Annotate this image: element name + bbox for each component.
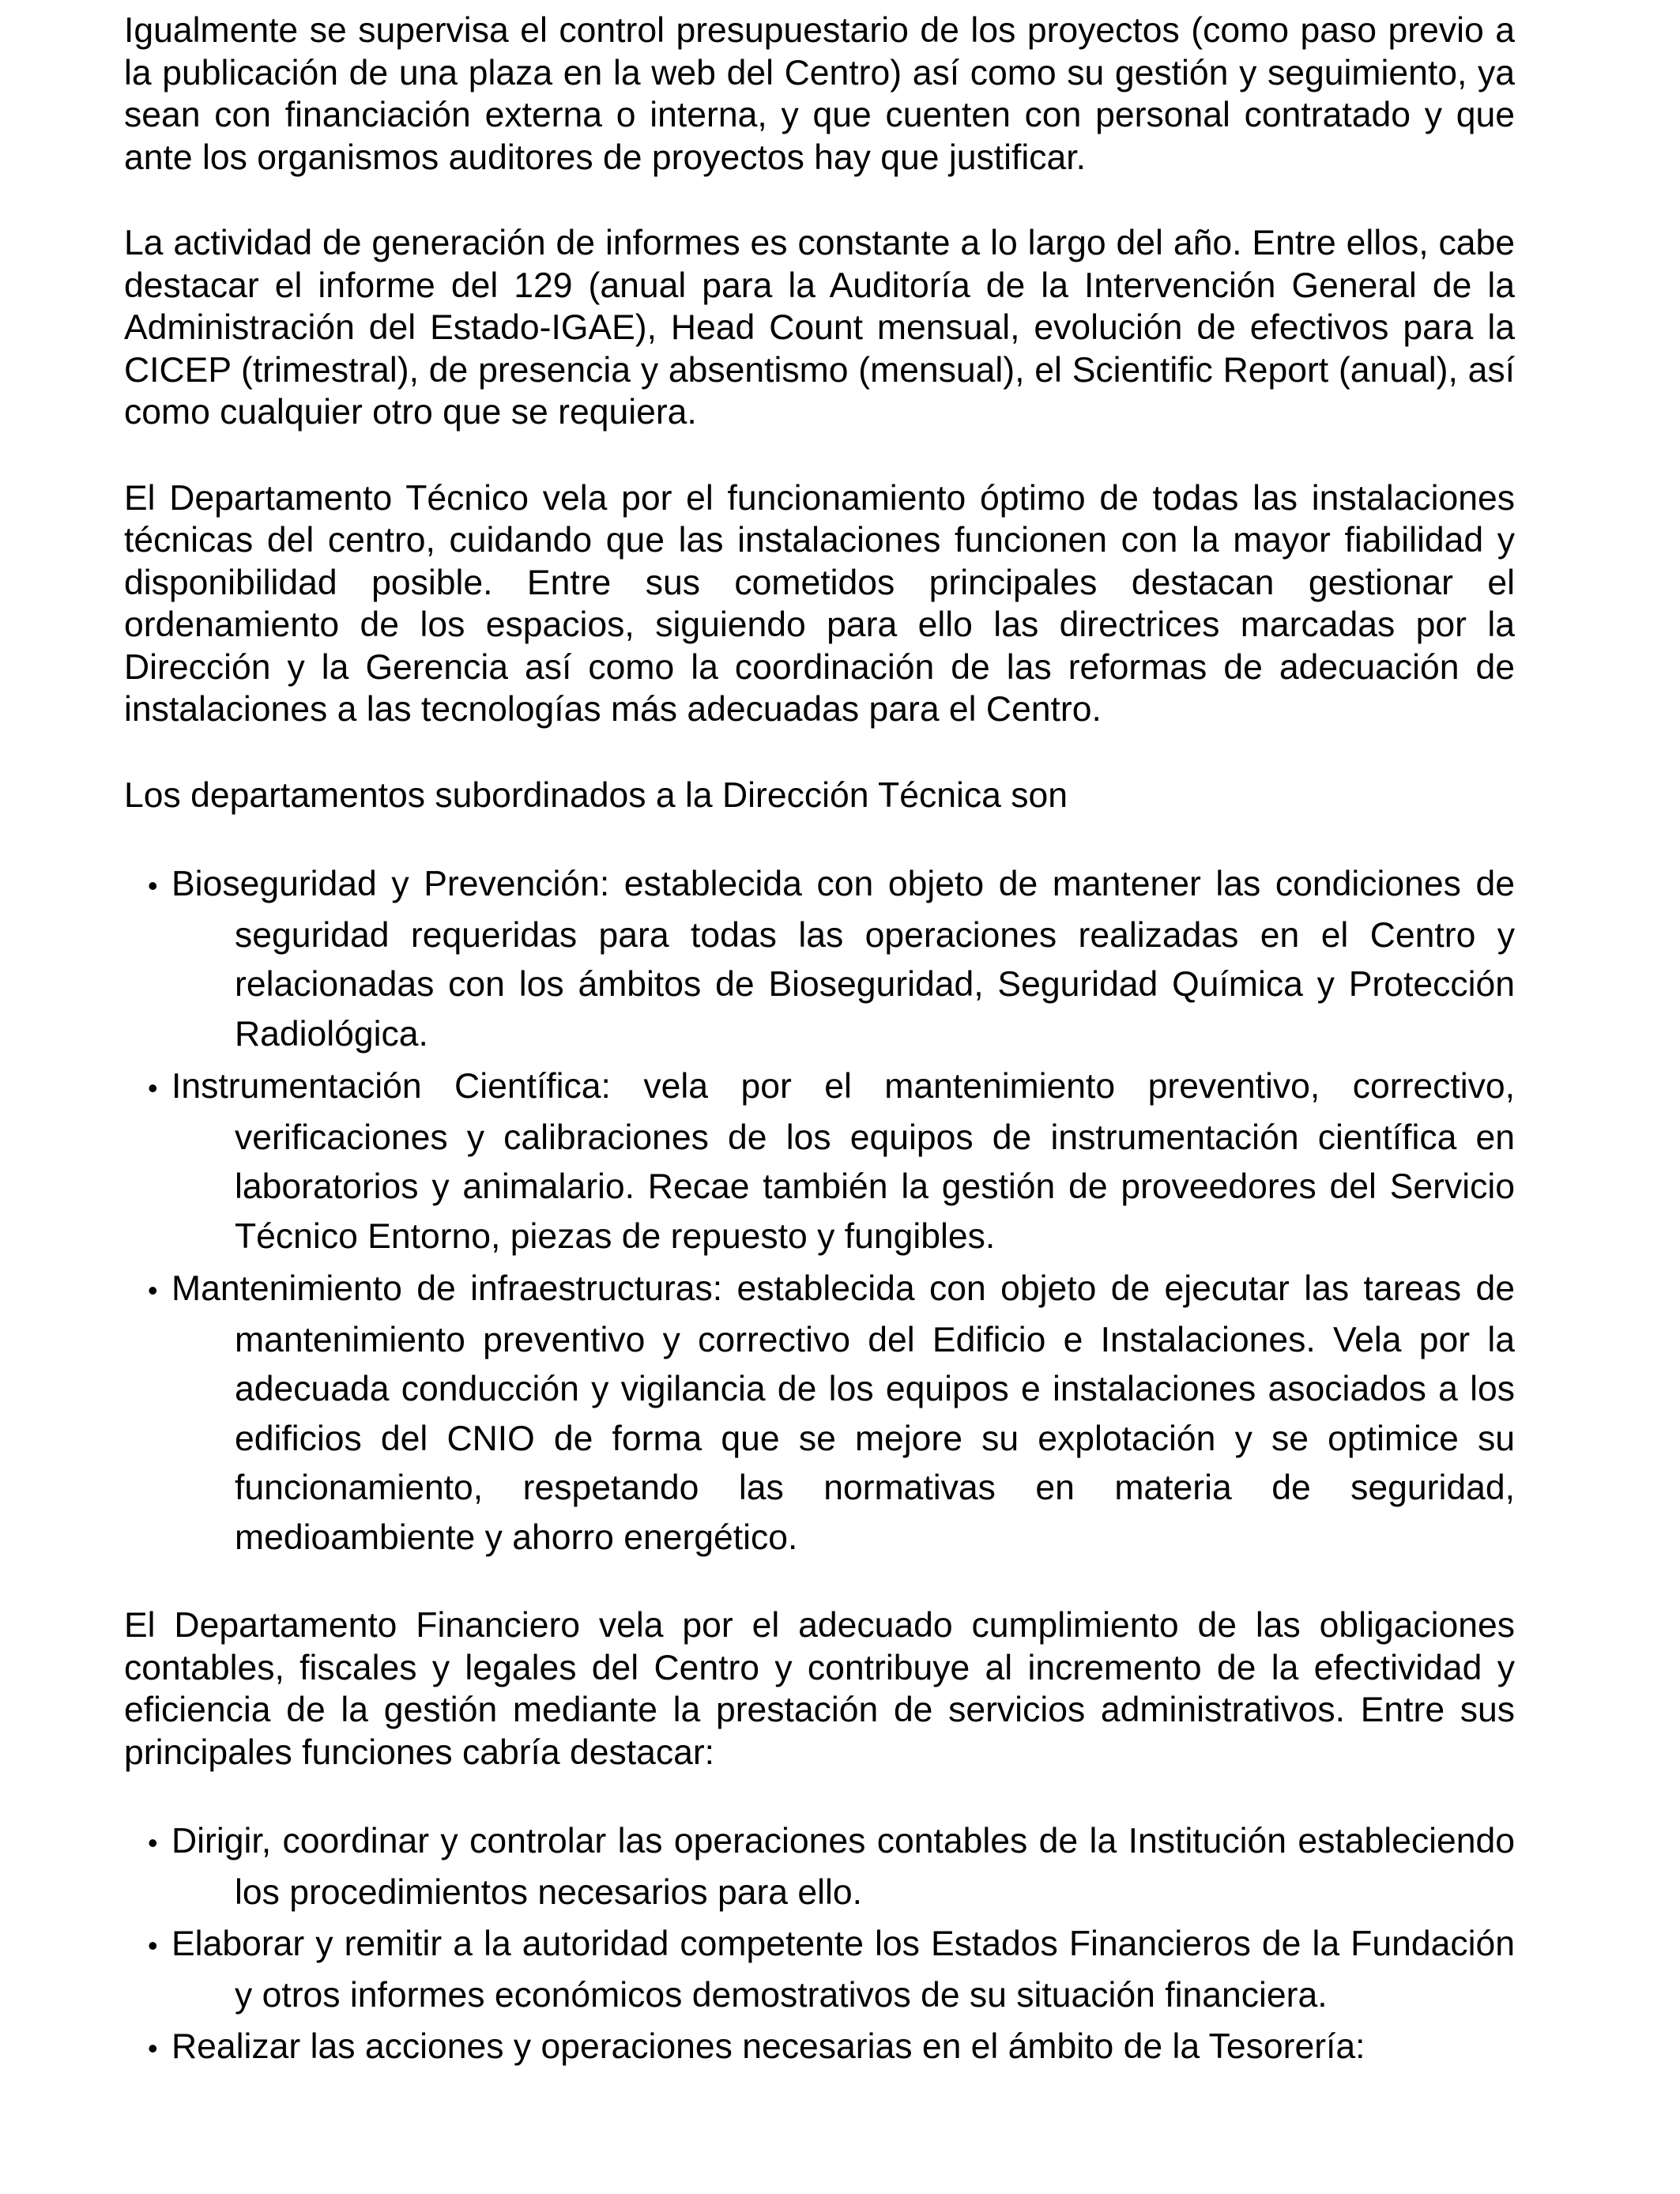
list-item [124, 860, 1515, 1059]
list-item-text: Elaborar y remitir a la autoridad competente los Estados Financieros de la Fundación y otros informes económicos demostrativos de su situación financiera. [171, 1924, 1515, 2015]
list-item [124, 1920, 1515, 2020]
list-item-text: Dirigir, coordinar y controlar las operaciones contables de la Institución estableciendo los procedimientos necesarios para ello. [171, 1822, 1515, 1912]
paragraph-reports: La actividad de generación de informes es constante a lo largo del año. Entre ellos, cabe destacar el informe del 129 (anual para la Auditoría de la Intervención General de la Administración del Estado-IGAE), Head Count mensual, evolución de efectivos para la CICEP (trimestral), de presencia y absentismo (mensual), el Scientific Report (anual), así como cualquier otro que se requiera. [124, 224, 1515, 432]
financial-functions-list [124, 1817, 1515, 2074]
list-item-text: Realizar las acciones y operaciones necesarias en el ámbito de la Tesorería: [171, 2027, 1365, 2066]
bullet-icon: • [148, 2032, 158, 2064]
list-item-text: Bioseguridad y Prevención: establecida con objeto de mantener las condiciones de seguridad requeridas para todas las operaciones realizadas en el Centro y relacionadas con los ámbitos de Bioseguridad, Seguridad Química y Protección Radiológica. [171, 865, 1515, 1054]
bullet-icon: • [148, 1072, 158, 1104]
list-item-text: Mantenimiento de infraestructuras: establecida con objeto de ejecutar las tareas de mantenimiento preventivo y correctivo del Edificio e Instalaciones. Vela por la adecuada conducción y vigilancia de los equipos e instalaciones asociados a los edificios del CNIO de forma que se mejore su explotación y se optimice su funcionamiento, respetando las normativas en materia de seguridad, medioambiente y ahorro energético. [171, 1269, 1515, 1557]
paragraph-technical-department: El Departamento Técnico vela por el funcionamiento óptimo de todas las instalaciones técnicas del centro, cuidando que las instalaciones funcionen con la mayor fiabilidad y disponibilidad posible. Entre sus cometidos principales destacan gestionar el ordenamiento de los espacios, siguiendo para ello las directrices marcadas por la Dirección y la Gerencia así como la coordinación de las reformas de adecuación de instalaciones a las tecnologías más adecuadas para el Centro. [124, 478, 1515, 729]
bullet-icon: • [148, 1929, 158, 1962]
list-item [124, 1062, 1515, 1261]
list-item [124, 2022, 1515, 2074]
paragraph-financial-department: El Departamento Financiero vela por el adecuado cumplimiento de las obligaciones contables, fiscales y legales del Centro y contribuye al incremento de la efectividad y eficiencia de la gestión mediante la prestación de servicios administrativos. Entre sus principales funciones cabría destacar: [124, 1606, 1515, 1772]
bullet-icon: • [148, 1826, 158, 1859]
list-item-text: Instrumentación Científica: vela por el mantenimiento preventivo, correctivo, verificaciones y calibraciones de los equipos de instrumentación científica en laboratorios y animalario. Recae también la gestión de proveedores del Servicio Técnico Entorno, piezas de repuesto y fungibles. [171, 1067, 1515, 1256]
technical-departments-list [124, 860, 1515, 1563]
bullet-icon: • [148, 1274, 158, 1306]
list-item [124, 1265, 1515, 1563]
document-page [124, 9, 1515, 2116]
list-item [124, 1817, 1515, 1917]
paragraph-subordinate-departments: Los departamentos subordinados a la Dirección Técnica son [124, 775, 1068, 815]
bullet-icon: • [148, 869, 158, 902]
paragraph-budget-control: Igualmente se supervisa el control presupuestario de los proyectos (como paso previo a la publicación de una plaza en la web del Centro) así como su gestión y seguimiento, ya sean con financiación externa o interna, y que cuenten con personal contratado y que ante los organismos auditores de proyectos hay que justificar. [124, 11, 1515, 177]
